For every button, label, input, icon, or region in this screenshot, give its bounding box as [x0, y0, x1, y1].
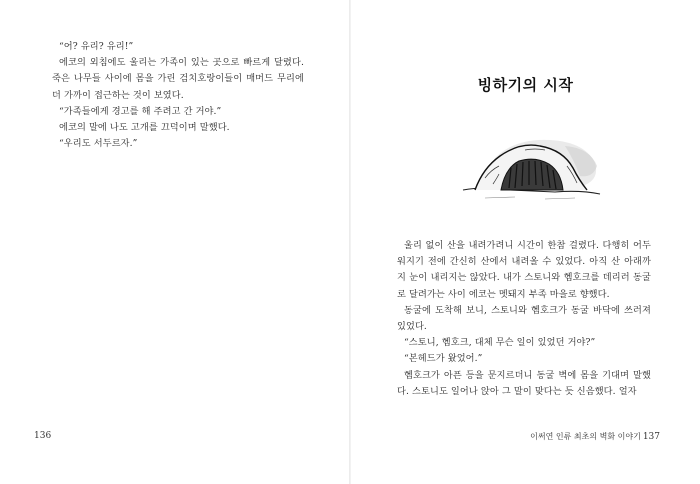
paragraph: “우리도 서두르자.”	[59, 138, 138, 150]
paragraph: “본헤드가 왔었어.”	[404, 353, 483, 365]
page-number-right: 137	[642, 432, 660, 442]
cave-entrance-illustration-icon	[455, 128, 605, 213]
right-page-body	[397, 238, 651, 400]
chapter-title: 빙하기의 시작	[477, 76, 574, 94]
paragraph: “스토니, 헴호크, 대체 무슨 일이 있었던 거야?”	[404, 337, 596, 349]
paragraph: 에코의 말에 나도 고개를 끄덕이며 말했다.	[59, 122, 230, 134]
page-number-left: 136	[34, 431, 52, 441]
paragraph: “어? 유리? 유리!”	[59, 41, 134, 52]
paragraph: 울리 없이 산을 내려가려니 시간이 한참 걸렸다. 다행히 어두워지기 전에 간신히 산에서 내려올 수 있었다. 아직 산 아래까지 눈이 내리지는 않았다. 내가 스토니와 헴호크를 데리러 동굴로 달려가는 사이 에코는 멧돼지 부족 마을로 향했다.	[397, 240, 651, 300]
paragraph: 동굴에 도착해 보니, 스토니와 헴호크가 동굴 바닥에 쓰러져 있었다.	[397, 304, 651, 333]
paragraph: 헴호크가 아픈 등을 문지르더니 동굴 벽에 몸을 기대며 말했다. 스토니도 일어나 앉아 그 말이 맞다는 듯 신음했다. 얼자	[397, 369, 651, 397]
running-title: 이써연 인류 최초의 벽화 이야기	[530, 432, 641, 441]
left-page-body	[52, 39, 304, 152]
paragraph: 에코의 외침에도 울리는 가족이 있는 곳으로 빠르게 달렸다. 죽은 나무들 사이에 몸을 가린 검치호랑이들이 매머드 무리에 더 가까이 접근하는 것이 보였다.	[52, 57, 304, 101]
running-footer-right	[530, 431, 660, 442]
right-page	[351, 0, 700, 484]
left-page	[0, 0, 349, 484]
paragraph: “가족들에게 경고를 해 주려고 간 거야.”	[59, 105, 222, 117]
